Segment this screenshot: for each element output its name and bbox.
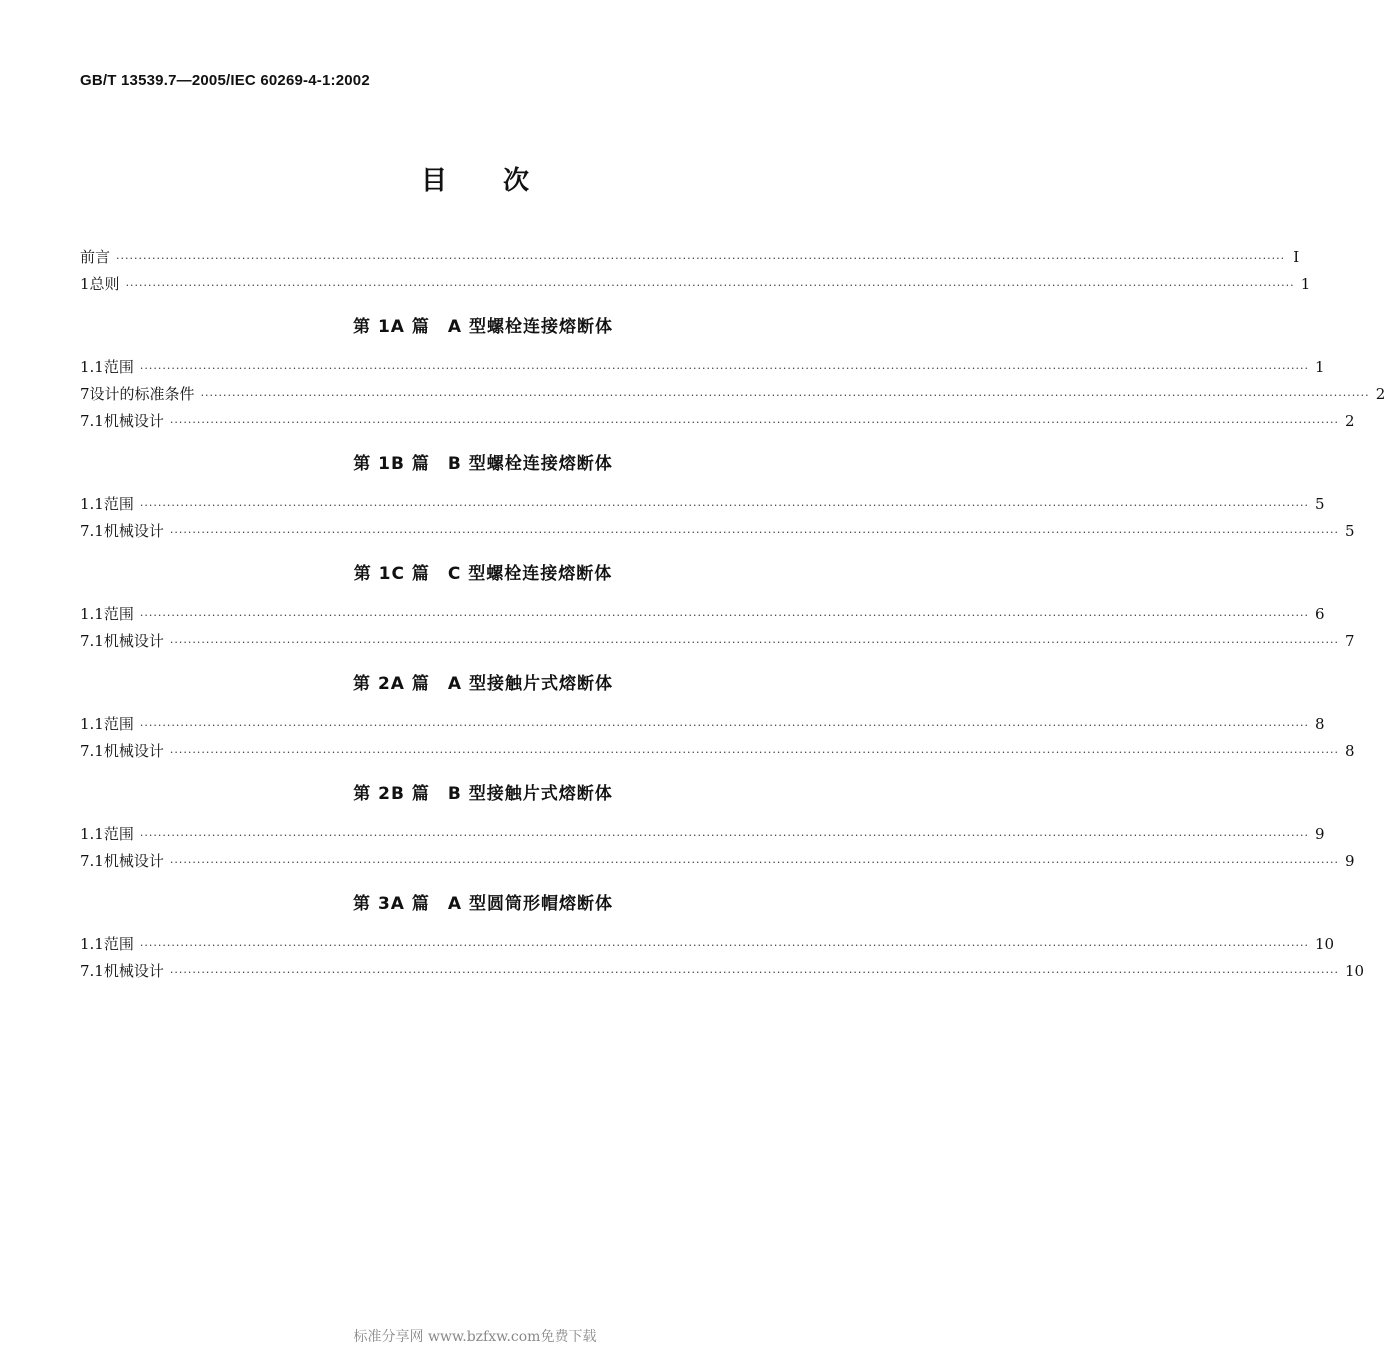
toc-entry-number: 7: [80, 385, 90, 403]
toc-entry-label: 总则: [89, 275, 120, 293]
toc-entry-number: 7.1: [80, 522, 104, 540]
toc-entry-label: 范围: [103, 495, 134, 513]
toc-entry-page-number: 10: [1315, 935, 1335, 953]
toc-dot-leader: ····································································································································································································································································: [139, 609, 1309, 622]
toc-entry-page-number: 5: [1315, 495, 1325, 513]
toc-entry-label: 机械设计: [103, 962, 164, 980]
toc-section-heading: 第 1B 篇 B 型螺栓连接熔断体: [353, 454, 613, 474]
toc-dot-leader: ····································································································································································································································································: [169, 746, 1339, 759]
toc-entry-page-number: 10: [1345, 962, 1365, 980]
toc-section-heading: 第 2A 篇 A 型接触片式熔断体: [353, 674, 613, 694]
toc-entry-number: 1.1: [80, 825, 104, 843]
toc-entry-number: 7.1: [80, 412, 104, 430]
toc-entry[interactable]: [80, 628, 1355, 655]
toc-entry-number: 7.1: [80, 742, 104, 760]
toc-dot-leader: ····································································································································································································································································: [200, 389, 1370, 402]
toc-entry-number: 7.1: [80, 632, 104, 650]
toc-entry-page-number: 9: [1345, 852, 1355, 870]
toc-entry-page-number: I: [1293, 248, 1300, 266]
toc-section-heading: 第 2B 篇 B 型接触片式熔断体: [353, 784, 613, 804]
toc-entry-page-number: 1: [1300, 275, 1311, 293]
toc-entry[interactable]: [80, 601, 1325, 628]
toc-dot-leader: ····································································································································································································································································: [169, 416, 1339, 429]
toc-section-heading: 第 1A 篇 A 型螺栓连接熔断体: [353, 317, 613, 337]
toc-entry-page-number: 8: [1315, 715, 1325, 733]
toc-entry-page-number: 1: [1315, 358, 1325, 376]
toc-entry-label: 机械设计: [103, 522, 164, 540]
toc-entry[interactable]: [80, 491, 1325, 518]
toc-entry-label: 范围: [103, 715, 134, 733]
toc-entry[interactable]: [80, 931, 1335, 958]
toc-entry[interactable]: [80, 271, 1311, 298]
toc-entry-number: 7.1: [80, 852, 104, 870]
toc-entry-number: 1.1: [80, 715, 104, 733]
toc-entry[interactable]: [80, 821, 1325, 848]
toc-entry[interactable]: [80, 958, 1365, 985]
toc-entry-label: 范围: [103, 605, 134, 623]
page-title: 目次: [420, 166, 585, 196]
toc-entry-label: 设计的标准条件: [89, 385, 195, 403]
toc-entry-number: 1.1: [80, 358, 104, 376]
toc-entry[interactable]: [80, 518, 1355, 545]
toc-entry-page-number: 2: [1375, 385, 1385, 403]
toc-entry-page-number: 7: [1345, 632, 1355, 650]
toc-dot-leader: ····································································································································································································································································: [139, 939, 1309, 952]
toc-dot-leader: ····································································································································································································································································: [139, 499, 1309, 512]
toc-entry-page-number: 5: [1345, 522, 1355, 540]
toc-entry-number: 1.1: [80, 495, 104, 513]
toc-entry-number: 1: [80, 275, 90, 293]
standard-number-header: GB/T 13539.7—2005/IEC 60269-4-1:2002: [80, 72, 370, 89]
toc-section-heading: 第 3A 篇 A 型圆筒形帽熔断体: [353, 894, 613, 914]
toc-entry[interactable]: [80, 738, 1355, 765]
toc-entry[interactable]: [80, 381, 1385, 408]
toc-entry[interactable]: [80, 848, 1355, 875]
toc-entry[interactable]: [80, 408, 1355, 435]
toc-dot-leader: ····································································································································································································································································: [169, 526, 1339, 539]
toc-dot-leader: ····································································································································································································································································: [116, 252, 1286, 265]
toc-entry-label: 机械设计: [103, 632, 164, 650]
toc-entry-label: 机械设计: [103, 852, 164, 870]
toc-entry-number: 7.1: [80, 962, 104, 980]
toc-dot-leader: ····································································································································································································································································: [125, 279, 1295, 292]
toc-entry-page-number: 8: [1345, 742, 1355, 760]
toc-entry[interactable]: [80, 354, 1325, 381]
toc-dot-leader: ····································································································································································································································································: [169, 856, 1339, 869]
toc-section-heading: 第 1C 篇 C 型螺栓连接熔断体: [353, 564, 613, 584]
toc-entry[interactable]: [80, 711, 1325, 738]
toc-dot-leader: ····································································································································································································································································: [139, 829, 1309, 842]
toc-entry-label: 范围: [103, 935, 134, 953]
toc-entry-label: 前言: [80, 248, 111, 266]
toc-entry-page-number: 2: [1345, 412, 1355, 430]
toc-entry-label: 范围: [103, 825, 134, 843]
toc-entry-number: 1.1: [80, 605, 104, 623]
table-of-contents: [80, 244, 1385, 985]
toc-entry[interactable]: [80, 244, 1300, 271]
watermark-footer: 标准分享网 www.bzfxw.com免费下载: [353, 1329, 597, 1345]
toc-entry-page-number: 9: [1315, 825, 1325, 843]
toc-dot-leader: ····································································································································································································································································: [139, 362, 1309, 375]
toc-entry-label: 范围: [103, 358, 134, 376]
toc-entry-label: 机械设计: [103, 412, 164, 430]
toc-entry-number: 1.1: [80, 935, 104, 953]
toc-dot-leader: ····································································································································································································································································: [169, 636, 1339, 649]
toc-dot-leader: ····································································································································································································································································: [139, 719, 1309, 732]
toc-entry-label: 机械设计: [103, 742, 164, 760]
toc-dot-leader: ····································································································································································································································································: [169, 966, 1339, 979]
toc-entry-page-number: 6: [1315, 605, 1325, 623]
